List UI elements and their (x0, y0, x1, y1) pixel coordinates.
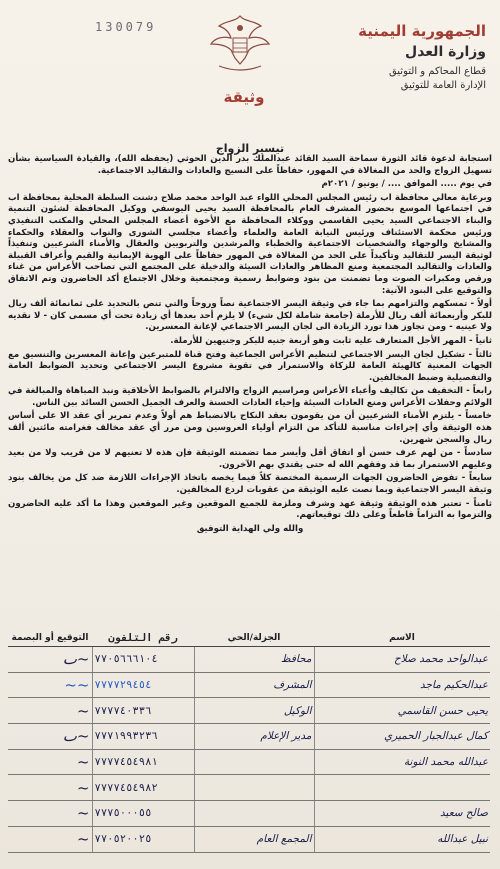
department-name: الإدارة العامة للتوثيق (400, 80, 486, 91)
signatures-table (8, 630, 490, 853)
table-row (8, 672, 490, 698)
closing-line: والله ولي الهداية التوفيق (196, 523, 304, 534)
article-1: أولاً - تمسكهم والتزامهم بما جاء في وثيقة اليسر الاجتماعية نصاً وروحاً والتي تنص بالتحديد على ثمانمائة ألف ريال للبكر وأربعمائة ألف ريال للأرملة (جامعة شاملة لكل شيء) لا يلزم أحد بعدها أي زيادة تحت أي مسمى كان - لا نقديه ولا عينيه - ومن تجاوز هذا تورد الزيادة الى لجان اليسر الاجتماعي لإعانة المعسرين. (8, 299, 492, 333)
column-header-phone: رقم التلفون (92, 630, 194, 647)
signer-phone: ٧٧٧٧٤٥٤٩٨٢ (92, 775, 194, 801)
article-8: ثامناً - تعتبر هذه الوثيقة وثيقة عهد وشرف وملزمة للجميع الموقعين وغير الموقعين وهذا ما أكد عليه الحاضرون والتزموا به التزاماً قاطعاً وعلى ذلك توقيعاتهم. (8, 498, 492, 521)
document-body (8, 154, 492, 537)
signer-signature: ~~ (8, 672, 92, 698)
signer-signature: ~ (8, 826, 92, 852)
signer-phone: ٧٧٧١٩٩٣٢٣٦ (92, 724, 194, 750)
document-title: تيسير الزواج (215, 142, 285, 155)
signer-role: الوكيل (194, 698, 314, 724)
intro-paragraph: استجابة لدعوة قائد الثورة سماحة السيد القائد عبدالملك بدر الدين الحوثي (يحفظه الله)، والقيادة السياسية بشأن تسهيل الزواج والحد من المغالاة في المهور، حفاظاً على النسيج والعادات والتقاليد الاجتماعية. (8, 154, 492, 176)
signer-role (194, 801, 314, 827)
article-6: سادساً - من لهم عرف حسن أو اتفاق أقل وأيسر مما تضمنته الوثيقة فإن هذه لا تعنيهم لا من قريب ولا من بعيد وعليهم الاستمرار بما قد وفقهم الله له حتى يقتدي بهم الآخرون. (8, 448, 492, 470)
column-header-role: الجزلة/الحي (194, 630, 314, 647)
signer-role (194, 749, 314, 775)
table-row (8, 724, 490, 750)
signer-role: محافظ (194, 647, 314, 673)
ministry-name: وزارة العدل (405, 44, 486, 60)
signer-phone: ٧٧٧٥٠٠٠٥٥ (92, 801, 194, 827)
signer-name: صالح سعيد (314, 801, 490, 827)
signer-role: مدير الإعلام (194, 724, 314, 750)
article-4: رابعاً - التخفيف من تكاليف وأعباء الأعراس ومراسيم الزواج والالتزام بالضوابط الأخلاقية ونبذ المباهاة والمبالغة في الولائم وحفلات الأعراس ومنع العادات السيئة وإحياء العادات الحسنة والعرف الجميل الحسن السائد بين الناس. (8, 386, 492, 408)
yemen-eagle-emblem (205, 8, 275, 78)
column-header-signature: التوقيع أو البصمة (8, 630, 92, 647)
signer-signature: ~ (8, 698, 92, 724)
date-line: في يوم ..... الموافق .... / يونيو / ٢٠٢١م (321, 179, 492, 190)
signer-phone: ٧٧٠٥٦٦٦١٠٤ (92, 647, 194, 673)
signer-name: كمال عبدالجبار الحميري (314, 724, 490, 750)
article-3: ثالثاً - تشكيل لجان اليسر الاجتماعي لتنظيم الأعراس الجماعية وفتح قناة للمتبرعين وإعانة المعسرين والتنسيق مع الجهات المعنية كالهيئة العامة للزكاة والاستمرار في تقوية مشروع اليسر الاجتماعي وتحديد الضوابط العامة والتفصيلية وضبط المخالفين. (8, 349, 492, 383)
column-header-name: الاسم (314, 630, 490, 647)
signer-name (314, 775, 490, 801)
signer-role: المشرف (194, 672, 314, 698)
table-row (8, 698, 490, 724)
sector-name: قطاع المحاكم و التوثيق (388, 66, 486, 77)
table-row (8, 647, 490, 673)
signer-signature: ~ (8, 775, 92, 801)
republic-name: الجمهورية اليمنية (358, 22, 486, 40)
document-label: وثيقة (223, 88, 265, 106)
article-7: سابعاً - تفوض الحاضرون الجهات الرسمية المختصة كلاً فيما يخصه باتخاذ الإجراءات اللازمة ضد كل من يخالف بنود وثيقة اليسر الاجتماعية وبما نصت عليه الوثيقة من عقوبات لردع المخالفين. (8, 473, 492, 496)
table-row (8, 801, 490, 827)
table-row (8, 826, 490, 852)
signer-phone: ٧٧٠٥٢٠٠٢٥ (92, 826, 194, 852)
signer-phone: ٧٧٧٧٤٠٣٣٦ (92, 698, 194, 724)
signer-signature: ~ (8, 749, 92, 775)
signer-name: يحيى حسن القاسمي (314, 698, 490, 724)
signer-signature: ~ (8, 801, 92, 827)
signer-name: عبدالله محمد النونة (314, 749, 490, 775)
article-2: ثانياً - المهر الأجل المتعارف عليه ثابت وهو أربعة جنيه للبكر وجنيهين للأرملة. (170, 335, 492, 346)
signer-phone: ٧٧٧٧٢٩٤٥٤ (92, 672, 194, 698)
signer-signature: ~ٮ (8, 724, 92, 750)
main-paragraph: وبرعاية معالي محافظة اب رئيس المجلس المحلي اللواء عبد الواحد محمد صلاح دشنت السلطة المحلية بمحافظة اب في اجتماعها الموسع بحضور المشرف العام بالمحافظة السيد يحيى اليوسفي ووكيل المحافظة لشئون التنمية والبناء الاجتماعي السيد يحيى القاسمي ووكلاء المحافظة مع الأخوة أعضاء المجلس المحلي والمكتب التنفيذي ورئيس محكمة الاستئناف ورئيس النيابة العامة والعلماء وأعضاء مجلسي الشورى والنواب والعقلاء والحكماء والمشايخ والوجهاء والشخصيات الاجتماعية والخطباء والمرشدين والتربويين والعقال والأمناء الشرعيين وتنفيذاً لوثيقة اليسر للتقاليد وتأكيداً على الحد من المغالاة في المهور حفاظاً على الهوية الإيمانية والقيم وأعراف القبيلة والعادات والتقاليد المجتمعية ومنع المظاهر والعادات السيئة والدخيلة على المجتمع التي تصاحب الأعراس من غناء ورقص ومكبرات الصوت وما تضمنت من بنود وضوابط رسمية ومجتمعية وخلال الاجتماع أكد الحاضرون وتم الاتفاق والتوقيع على البنود الآتية: (8, 192, 492, 296)
signer-role (194, 775, 314, 801)
signer-signature: ~ٮ (8, 647, 92, 673)
table-header-row (8, 630, 490, 647)
signer-name: عبدالحكيم ماجد (314, 672, 490, 698)
serial-number: 130079 (95, 20, 157, 34)
signer-name: نبيل عبدالله (314, 826, 490, 852)
signer-role: المجمع العام (194, 826, 314, 852)
article-5: خامساً - يلتزم الأمناء الشرعيين أن من يقومون بعقد النكاح بالانضباط هم أولاً وعدم تمرير أي عقد الا على أساس هذه الوثيقة وأي إجراءات مناسبة للتأكد من التزام أولياء العروسين ومن مرر أي عقد مخالف فغرامته مائتين ألف ريال والسجن شهرين. (8, 411, 492, 445)
signer-phone: ٧٧٧٧٤٥٤٩٨١ (92, 749, 194, 775)
signer-name: عبدالواحد محمد صلاح (314, 647, 490, 673)
table-row (8, 775, 490, 801)
table-row (8, 749, 490, 775)
